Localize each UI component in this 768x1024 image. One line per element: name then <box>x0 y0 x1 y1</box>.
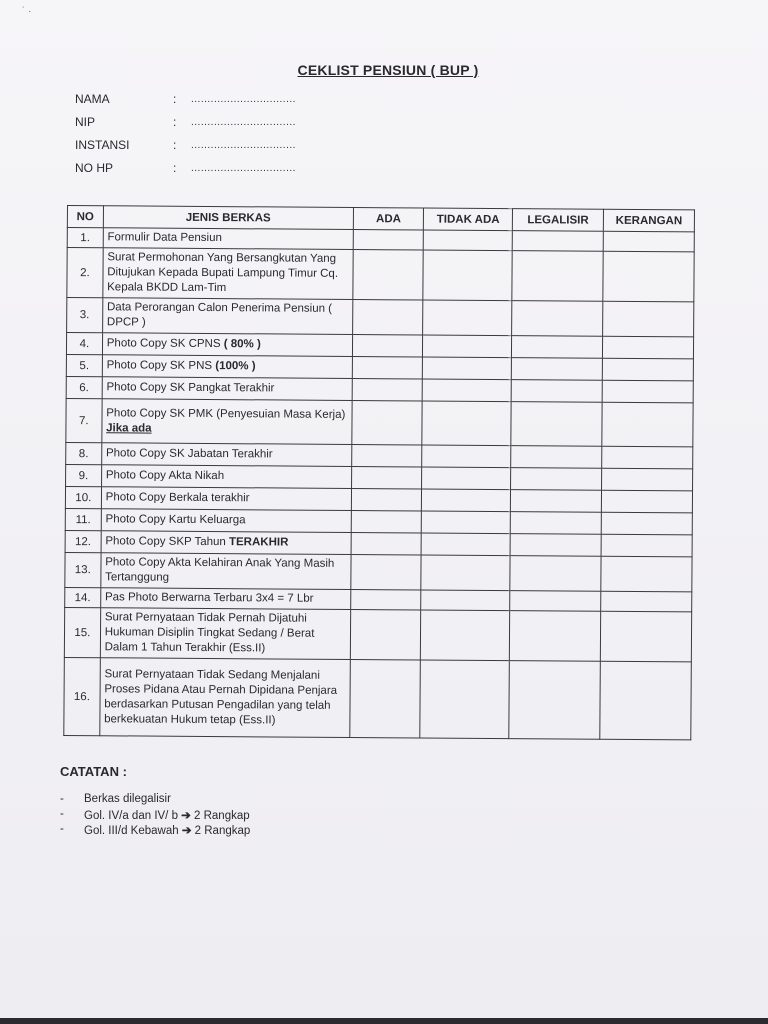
cell-ada[interactable] <box>352 334 423 356</box>
cell-kerangan[interactable] <box>602 358 693 381</box>
cell-ada[interactable] <box>351 554 422 589</box>
note-after: 2 Rangkap <box>190 810 250 822</box>
note-text <box>84 808 250 822</box>
cell-legalisir[interactable] <box>511 490 602 513</box>
document-title: CEKLIST PENSIUN ( BUP ) <box>297 62 479 78</box>
cell-ada[interactable] <box>352 400 423 444</box>
cell-legalisir[interactable] <box>509 661 600 740</box>
cell-legalisir[interactable] <box>512 301 603 337</box>
cell-ada[interactable] <box>352 444 423 466</box>
field-blank: ................................ <box>191 140 296 151</box>
cell-kerangan[interactable] <box>603 301 694 337</box>
note-after: 2 Rangkap <box>191 825 251 837</box>
row-text: Photo Copy Berkala terakhir <box>105 491 250 505</box>
field-label: INSTANSI <box>75 138 130 152</box>
row-document-name <box>101 465 351 489</box>
field-blank: ................................ <box>191 94 296 105</box>
cell-tidak-ada[interactable] <box>424 230 513 251</box>
cell-legalisir[interactable] <box>510 611 601 662</box>
row-text: Formulir Data Pensiun <box>107 231 222 245</box>
table-row <box>65 552 692 591</box>
header-ada: ADA <box>353 207 424 229</box>
cell-ada[interactable] <box>350 609 421 659</box>
field-colon: : <box>173 161 177 175</box>
cell-kerangan[interactable] <box>603 231 694 252</box>
field-label: NAMA <box>75 92 110 106</box>
row-emphasis: (100% ) <box>215 360 256 373</box>
row-text: Surat Pernyataan Tidak Pernah Dijatuhi Hukuman Disiplin Tingkat Sedang / Berat Dalam 1 Tahun Terakhir (Ess.II) <box>104 611 315 655</box>
header-kerangan: KERANGAN <box>603 209 694 232</box>
row-document-name <box>101 531 351 555</box>
row-emphasis: TERAKHIR <box>228 536 289 549</box>
table-row <box>67 248 694 302</box>
cell-ada[interactable] <box>353 299 424 334</box>
row-emphasis: Jika ada <box>106 421 152 435</box>
field-label: NIP <box>75 115 96 129</box>
cell-ada[interactable] <box>353 229 424 249</box>
cell-ada[interactable] <box>351 532 422 554</box>
field-colon: : <box>173 92 177 106</box>
cell-kerangan[interactable] <box>602 468 693 491</box>
row-number: 5. <box>66 354 102 376</box>
header-tidak-ada: TIDAK ADA <box>424 208 513 231</box>
row-text: Photo Copy SK Jabatan Terakhir <box>105 447 273 461</box>
field-blank: ................................ <box>191 117 296 128</box>
row-number: 13. <box>65 552 101 587</box>
cell-kerangan[interactable] <box>600 661 691 740</box>
row-document-name <box>102 377 352 401</box>
row-text: Photo Copy SK PMK (Penyesuian Masa Kerja) <box>106 406 346 421</box>
cell-legalisir[interactable] <box>510 534 601 557</box>
cell-tidak-ada[interactable] <box>422 489 511 512</box>
cell-legalisir[interactable] <box>510 591 601 612</box>
cell-ada[interactable] <box>351 466 422 488</box>
right-arrow-icon: ➔ <box>181 810 191 822</box>
field-colon: : <box>173 115 177 129</box>
cell-legalisir[interactable] <box>512 251 603 302</box>
table-row <box>66 398 693 446</box>
cell-tidak-ada[interactable] <box>423 357 512 380</box>
row-emphasis: ( 80% ) <box>223 338 261 351</box>
row-number: 1. <box>67 228 103 248</box>
row-document-name <box>103 248 354 300</box>
catatan-heading: CATATAN : <box>60 764 127 779</box>
cell-tidak-ada[interactable] <box>422 401 511 446</box>
row-text: Photo Copy SKP Tahun <box>105 535 230 549</box>
cell-tidak-ada[interactable] <box>423 335 512 358</box>
row-document-name <box>101 553 351 590</box>
row-text: Surat Permohonan Yang Bersangkutan Yang Ditujukan Kepada Bupati Lampung Timur Cq. Kepala BKDD Lam-Tim <box>107 251 339 295</box>
row-document-name <box>101 509 351 533</box>
cell-kerangan[interactable] <box>603 251 694 302</box>
cell-legalisir[interactable] <box>511 402 602 447</box>
row-document-name <box>100 658 351 738</box>
cell-kerangan[interactable] <box>602 380 693 403</box>
row-text: Photo Copy Akta Kelahiran Anak Yang Masih Tertanggung <box>105 556 335 584</box>
cell-tidak-ada[interactable] <box>421 555 510 591</box>
row-number: 7. <box>66 398 102 442</box>
scan-speck-icon: ˙ · <box>22 6 32 17</box>
cell-kerangan[interactable] <box>600 611 691 662</box>
cell-ada[interactable] <box>351 589 422 609</box>
cell-kerangan[interactable] <box>602 446 693 469</box>
row-text: Pas Photo Berwarna Terbaru 3x4 = 7 Lbr <box>104 591 314 605</box>
cell-tidak-ada[interactable] <box>422 445 511 468</box>
row-text: Photo Copy Kartu Keluarga <box>105 513 246 527</box>
cell-kerangan[interactable] <box>602 402 693 447</box>
cell-tidak-ada[interactable] <box>423 300 512 336</box>
note-main: Gol. IV/a dan IV/ b <box>84 810 182 822</box>
note-main: Berkas dilegalisir <box>84 793 171 805</box>
row-document-name <box>102 355 352 379</box>
cell-kerangan[interactable] <box>603 336 694 359</box>
row-number: 8. <box>66 442 102 464</box>
note-text <box>84 823 250 837</box>
cell-tidak-ada[interactable] <box>423 250 512 301</box>
cell-legalisir[interactable] <box>512 231 603 252</box>
row-number: 16. <box>64 657 100 735</box>
row-number: 15. <box>64 607 100 657</box>
row-number: 11. <box>65 508 101 530</box>
row-text: Photo Copy SK Pangkat Terakhir <box>106 381 275 395</box>
table-row <box>67 298 694 337</box>
cell-legalisir[interactable] <box>511 446 602 469</box>
cell-kerangan[interactable] <box>601 591 692 612</box>
cell-tidak-ada[interactable] <box>421 533 510 556</box>
field-label: NO HP <box>75 161 114 175</box>
header-jenis-berkas: JENIS BERKAS <box>103 206 353 230</box>
row-number: 6. <box>66 376 102 398</box>
table-row <box>64 657 692 739</box>
cell-tidak-ada[interactable] <box>422 379 511 402</box>
row-document-name <box>100 588 350 610</box>
bullet-dash: - <box>60 808 64 820</box>
row-text: Surat Pernyataan Tidak Sedang Menjalani Proses Pidana Atau Pernah Dipidana Penjara berdasarkan Putusan Pengadilan yang telah berkekuatan Hukum tetap (Ess.II) <box>104 667 338 726</box>
row-number: 2. <box>67 248 103 298</box>
checklist-table <box>63 205 695 740</box>
cell-tidak-ada[interactable] <box>422 467 511 490</box>
cell-kerangan[interactable] <box>601 512 692 535</box>
header-no: NO <box>67 206 103 228</box>
cell-legalisir[interactable] <box>511 468 602 491</box>
row-document-name <box>100 608 351 660</box>
cell-tidak-ada[interactable] <box>421 590 510 611</box>
bullet-dash: - <box>60 793 64 805</box>
cell-legalisir[interactable] <box>510 512 601 535</box>
cell-ada[interactable] <box>353 249 424 299</box>
row-number: 10. <box>65 486 101 508</box>
cell-legalisir[interactable] <box>512 336 603 359</box>
row-document-name <box>101 443 351 467</box>
cell-legalisir[interactable] <box>510 556 601 592</box>
note-main: Gol. III/d Kebawah <box>84 825 182 837</box>
cell-legalisir[interactable] <box>511 380 602 403</box>
row-number: 12. <box>65 530 101 552</box>
row-number: 3. <box>67 298 103 333</box>
row-document-name <box>103 228 353 250</box>
row-document-name <box>102 399 352 445</box>
field-blank: ................................ <box>191 163 296 174</box>
row-number: 14. <box>65 587 101 607</box>
cell-kerangan[interactable] <box>601 556 692 592</box>
note-text <box>84 793 171 805</box>
table-row <box>64 607 691 661</box>
cell-ada[interactable] <box>352 356 423 378</box>
row-number: 4. <box>66 333 102 355</box>
row-number: 9. <box>66 464 102 486</box>
row-text: Photo Copy SK PNS <box>106 359 216 373</box>
row-text: Photo Copy Akta Nikah <box>105 469 225 483</box>
right-arrow-icon: ➔ <box>181 825 192 837</box>
row-document-name <box>102 333 352 357</box>
cell-ada[interactable] <box>351 488 422 510</box>
cell-legalisir[interactable] <box>511 358 602 381</box>
cell-kerangan[interactable] <box>601 490 692 513</box>
field-colon: : <box>173 138 177 152</box>
row-document-name <box>102 298 352 335</box>
row-document-name <box>101 487 351 511</box>
bullet-dash: - <box>60 823 64 835</box>
row-text: Photo Copy SK CPNS <box>106 337 224 351</box>
cell-tidak-ada[interactable] <box>420 660 509 739</box>
cell-ada[interactable] <box>352 378 423 400</box>
cell-tidak-ada[interactable] <box>421 610 510 661</box>
scan-bottom-edge <box>0 1018 768 1024</box>
cell-ada[interactable] <box>350 659 421 737</box>
cell-tidak-ada[interactable] <box>422 511 511 534</box>
cell-ada[interactable] <box>351 510 422 532</box>
header-legalisir: LEGALISIR <box>513 209 604 232</box>
row-text: Data Perorangan Calon Penerima Pensiun ( DPCP ) <box>106 301 333 329</box>
cell-kerangan[interactable] <box>601 534 692 557</box>
